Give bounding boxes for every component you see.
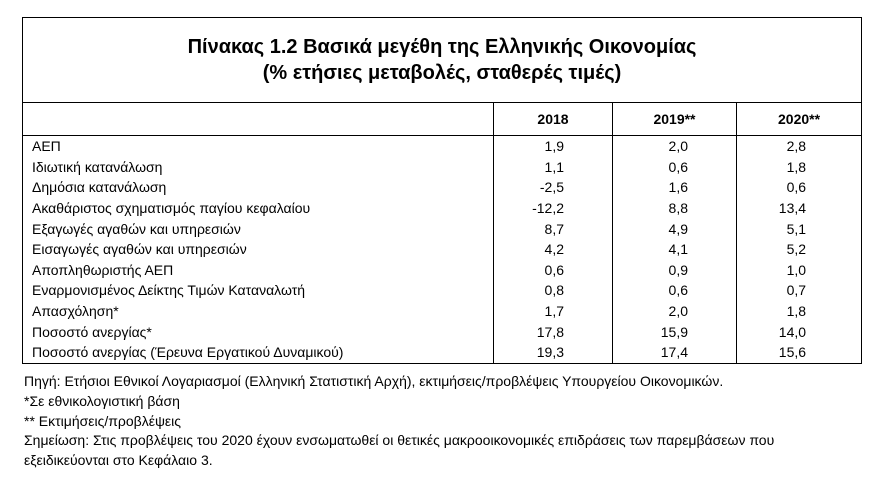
row-value-2020: 1,8 <box>737 157 862 178</box>
table-row <box>23 301 862 322</box>
row-label: Ιδιωτική κατανάλωση <box>23 157 494 178</box>
table-row <box>23 239 862 260</box>
row-value-2020: 5,2 <box>737 239 862 260</box>
source-note: Πηγή: Ετήσιοι Εθνικοί Λογαριασμοί (Ελληνική Στατιστική Αρχή), εκτιμήσεις/προβλέψεις Υπουργείου Οικονομικών. <box>24 373 724 389</box>
row-value-2019: 4,9 <box>613 218 737 239</box>
table-title-line1: Πίνακας 1.2 Βασικά μεγέθη της Ελληνικής Οικονομίας <box>187 36 697 58</box>
row-label: Εναρμονισμένος Δείκτης Τιμών Καταναλωτή <box>23 280 494 301</box>
row-value-2020: 0,6 <box>737 177 862 198</box>
row-value-2018: -2,5 <box>494 177 613 198</box>
column-header-row <box>23 103 862 136</box>
table-body <box>23 136 862 364</box>
row-value-2020: 1,0 <box>737 260 862 281</box>
row-value-2020: 5,1 <box>737 218 862 239</box>
national-accounts-note: *Σε εθνικολογιστική βάση <box>24 392 180 409</box>
row-value-2018: 0,8 <box>494 280 613 301</box>
economy-table-container <box>22 17 861 364</box>
row-value-2019: 17,4 <box>613 342 737 363</box>
row-value-2020: 1,8 <box>737 301 862 322</box>
row-value-2018: 0,6 <box>494 260 613 281</box>
table-row <box>23 177 862 198</box>
table-row <box>23 157 862 178</box>
table-notes <box>24 372 869 471</box>
row-value-2019: 8,8 <box>613 198 737 219</box>
row-value-2018: 8,7 <box>494 218 613 239</box>
table-title-line2: (% ετήσιες μεταβολές, σταθερές τιμές) <box>262 62 622 84</box>
row-value-2019: 1,6 <box>613 177 737 198</box>
row-value-2018: 1,9 <box>494 136 613 157</box>
column-header-label <box>23 103 494 136</box>
row-value-2020: 15,6 <box>737 342 862 363</box>
row-value-2019: 2,0 <box>613 136 737 157</box>
table-row <box>23 280 862 301</box>
row-label: ΑΕΠ <box>23 136 494 157</box>
row-value-2018: -12,2 <box>494 198 613 219</box>
row-value-2019: 4,1 <box>613 239 737 260</box>
row-value-2018: 1,7 <box>494 301 613 322</box>
row-label: Εισαγωγές αγαθών και υπηρεσιών <box>23 239 494 260</box>
row-value-2018: 4,2 <box>494 239 613 260</box>
row-label: Ποσοστό ανεργίας (Έρευνα Εργατικού Δυναμικού) <box>23 342 494 363</box>
column-header-2018: 2018 <box>494 103 613 136</box>
row-value-2020: 0,7 <box>737 280 862 301</box>
row-value-2020: 14,0 <box>737 321 862 342</box>
economy-indicators-table <box>22 17 862 364</box>
row-label: Απασχόληση* <box>23 301 494 322</box>
row-label: Αποπληθωριστής ΑΕΠ <box>23 260 494 281</box>
title-row <box>23 18 862 103</box>
row-label: Ποσοστό ανεργίας* <box>23 321 494 342</box>
row-value-2019: 15,9 <box>613 321 737 342</box>
row-value-2020: 13,4 <box>737 198 862 219</box>
table-row <box>23 218 862 239</box>
estimates-note: ** Εκτιμήσεις/προβλέψεις <box>24 412 182 429</box>
row-value-2018: 17,8 <box>494 321 613 342</box>
row-value-2019: 2,0 <box>613 301 737 322</box>
column-header-2019: 2019** <box>613 103 737 136</box>
row-value-2019: 0,6 <box>613 280 737 301</box>
table-row <box>23 321 862 342</box>
table-row <box>23 260 862 281</box>
table-title <box>23 18 862 103</box>
row-value-2019: 0,9 <box>613 260 737 281</box>
row-value-2020: 2,8 <box>737 136 862 157</box>
table-row <box>23 342 862 363</box>
row-label: Εξαγωγές αγαθών και υπηρεσιών <box>23 218 494 239</box>
row-label: Ακαθάριστος σχηματισμός παγίου κεφαλαίου <box>23 198 494 219</box>
row-value-2019: 0,6 <box>613 157 737 178</box>
row-label: Δημόσια κατανάλωση <box>23 177 494 198</box>
row-value-2018: 1,1 <box>494 157 613 178</box>
column-header-2020: 2020** <box>737 103 862 136</box>
table-row <box>23 136 862 157</box>
table-row <box>23 198 862 219</box>
remark-line-1: Σημείωση: Στις προβλέψεις του 2020 έχουν ενσωματωθεί οι θετικές μακροοικονομικές επιδράσεις των παρεμβάσεων που <box>24 432 775 449</box>
row-value-2018: 19,3 <box>494 342 613 363</box>
remark-line-2: εξειδικεύονται στο Κεφάλαιο 3. <box>24 452 213 469</box>
